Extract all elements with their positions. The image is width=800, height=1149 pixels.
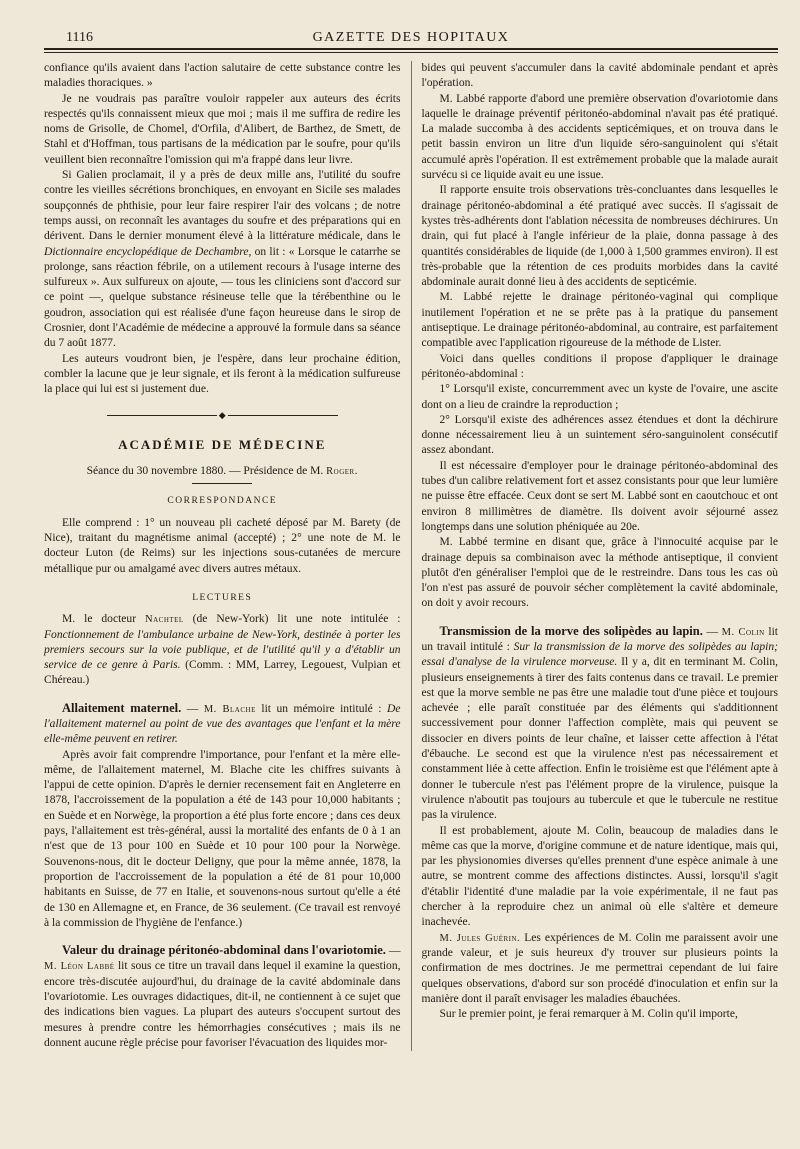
paragraph: bides qui peuvent s'accumuler dans la cavité abdominale pendant et après l'opération. <box>421 62 778 90</box>
article-heading: Allaitement maternel. <box>62 700 182 715</box>
paragraph: M. Labbé rejette le drainage péritonéo-vaginal qui complique inutilement l'opération et ne se prête pas à la pratique du pansement antiseptique. Le drainage péritonéo-abdominal, au contraire, est parfaitement compatible avec l'application rigoureuse de la méthode de Lister. <box>421 291 778 350</box>
paragraph: Sur le premier point, je ferai remarquer à M. Colin qu'il importe, <box>439 1008 738 1021</box>
page-number: 1116 <box>66 30 93 45</box>
paragraph: Il est nécessaire d'employer pour le drainage péritonéo-abdominal des tubes d'un calibre relativement fort et assez consistants pour que leur lumière ne puisse être effacée. Ceux dont se sert M. Labbé sont en caoutchouc et ont environ 8 millimètres de diamètre. Ils doivent avoir séjourné assez longtemps dans une solution phéniquée au 20e. <box>421 459 778 533</box>
article-heading: Transmission de la morve des solipèdes au lapin. <box>439 623 703 638</box>
article-morve: Transmission de la morve des solipèdes au lapin. — M. Colin lit un travail intitulé : Sur la transmission de la morve des solipèdes au lapin; essai d'analyse de la virulence morveuse. Il y a, dit en terminant M. Colin, plusieurs enseignements à tirer des faits contenus dans ce travail. Le premier est que la morve semble ne pas être une maladie tout d'une pièce et toujours achevée ; elle paraît constituée par des éléments qui s'additionnent successivement pour donner l'affection complète, mais qui peuvent se dissocier en divers points de leur chaîne, et laisser cette affection à l'état d'ébauche. Le second est que la virulence n'est pas nécessairement et constamment liée à cette affection. Enfin le troisième est que l'élément apte à donner le tubercule n'est pas l'élément propre de la virulence, puisque la virulence n'aboutit pas toujours au tubercule et que le tubercule ne restitue pas la virulence. <box>421 623 779 822</box>
paragraph: M. Jules Guérin. Les expériences de M. Colin me paraissent avoir une grande valeur, et je suis heureux d'y trouver sur plusieurs points la confirmation de mes doctrines. Je me permettrai cependant de lui faire quelques observations, d'abord sur son procédé d'inoculation et enfin sur la manière dont il paraît envisager les maladies ébauchées. <box>421 931 778 1005</box>
short-rule <box>192 483 252 484</box>
left-column <box>44 61 411 1051</box>
paragraph: Si Galien proclamait, il y a près de deux mille ans, l'utilité du soufre contre les vieilles sécrétions bronchiques, en envoyant en Sicile ses malades soupçonnés de phthisie, pour leur faire respirer l'air des volcans ; de notre temps aussi, on reconnaît les avantages du soufre et des préparations qui en dérivent. Dans le dernier monument élevé à la littérature médicale, dans le Dictionnaire encyclopédique de Dechambre, on lit : « Lorsque le catarrhe se prolonge, sans réaction fébrile, on a utilement recours à l'usage interne des sulfureux ». Aux sulfureux on ajoute, — tous les cliniciens sont d'accord sur ce point —, quelque substance résineuse telle que la térébenthine ou le goudron, association qui est réalisée d'une façon heureuse dans le sirop de Crosnier, dont l'Académie de médecine a approuvé la formule dans sa séance du 7 août 1877. <box>44 169 401 350</box>
journal-title: GAZETTE DES HOPITAUX <box>312 30 510 45</box>
paragraph: Il est probablement, ajoute M. Colin, beaucoup de maladies dans le même cas que la morve, d'origine commune et de nature identique, mais qui, par les physionomies diverses qu'elles prennent d'une espèce animale à une autre, se montrent comme des affections distinctes. Aussi, lorsqu'il s'agit d'établir l'identité d'une maladie par la voie expérimentale, il ne faut pas chercher à la reproduire chez un animal où elle s'altère et demeure inachevée. <box>421 824 778 929</box>
page-header <box>44 26 778 50</box>
right-column <box>411 61 779 1051</box>
subheading-correspondance: CORRESPONDANCE <box>167 496 278 507</box>
article-heading: Valeur du drainage péritonéo-abdominal dans l'ovariotomie. <box>62 943 386 958</box>
session-line: Séance du 30 novembre 1880. — Présidence de M. Roger. <box>86 465 358 478</box>
paragraph: confiance qu'ils avaient dans l'action salutaire de cette substance contre les maladies thoraciques. » <box>44 62 401 90</box>
section-title: ACADÉMIE DE MÉDECINE <box>118 436 327 452</box>
paragraph: Voici dans quelles conditions il propose d'appliquer le drainage péritonéo-abdominal : <box>421 352 778 380</box>
paragraph: M. Labbé termine en disant que, grâce à l'innocuité acquise par le drainage depuis sa combinaison avec la méthode antiseptique, il convient plutôt d'en généraliser l'emploi que de le restreindre. Dans tous les cas où l'on n'est pas assuré de pouvoir sécher complètement la cavité abdominale, on doit y avoir recours. <box>421 536 778 610</box>
paragraph: 2° Lorsqu'il existe des adhérences assez étendues et dont la déchirure donne nécessairement lieu à un suintement séro-sanguinolent consécutif assez abondant. <box>421 413 778 457</box>
article-drainage: Valeur du drainage péritonéo-abdominal dans l'ovariotomie. — M. Léon Labbé lit sous ce titre un travail dans lequel il examine la question, encore très-discutée aujourd'hui, du drainage de la cavité abdominale dans l'ovariotomie. Les ouvrages didactiques, dit-il, ne contiennent à ce sujet que des indications bien vagues. La plupart des auteurs s'occupent surtout des mesures à prendre contre les hémorrhagies consécutives ; mais ils ne donnent aucune règle précise pour favoriser l'évacuation des liquides mor- <box>44 943 401 1049</box>
paragraph: Il rapporte ensuite trois observations très-concluantes dans lesquelles le drainage péritonéo-abdominal a été pratiqué avec succès. Il s'agissait de kystes très-adhérents dont l'ablation nécessita de nombreuses déchirures. Un drain, qui fut placé à l'angle inférieur de la plaie, donna passage à des quantités considérables de liquide (de 1,000 à 1,500 grammes environ). Il est très-probable que la rétention de ces produits morbides dans la cavité abdominale aurait donné lieu à des accidents de septicémie. <box>421 184 778 289</box>
header-rule <box>44 52 778 53</box>
paragraph: 1° Lorsqu'il existe, concurremment avec un kyste de l'ovaire, une ascite dont on a lieu de craindre la reproduction ; <box>421 383 778 411</box>
paragraph: Les auteurs voudront bien, je l'espère, dans leur prochaine édition, combler la lacune que je leur signale, et ils feront à la médication sulfureuse la place qui lui est si justement due. <box>44 352 401 396</box>
dictionary-title: Dictionnaire encyclopédique de Dechambre, <box>44 245 252 258</box>
paragraph: Après avoir fait comprendre l'importance, pour l'enfant et la mère elle-même, de l'allaitement maternel, M. Blache cite les chiffres suivants à l'appui de cette opinion. D'après le dernier recensement fait en Angleterre en 1878, l'accroissement de la population a été de 143 pour 10,000 habitants ; en Suède et en Norwège, la proportion a été plus forte encore ; dans ces deux pays, l'allaitement est très-général, aussi la mortalité des enfants de 0 à 1 an n'est que de 13 pour 100 en Suède et 10 pour 100 pour la Norwège. Souvenons-nous, dit le docteur Deligny, que pour la même année, 1878, la proportion de l'accroissement de la population a été de 81 pour 10,000 habitants en Suisse, de 77 en Italie, et souvenons-nous surtout qu'elle a été de 130 en Allemagne et, en France, de 36 seulement. (Ce travail est renvoyé à la commission de l'hygiène de l'enfance.) <box>44 748 401 929</box>
paragraph: Elle comprend : 1° un nouveau pli cacheté déposé par M. Barety (de Nice), traitant du magnétisme animal (accepté) ; 2° une note de M. le docteur Luton (de Reims) sur les injections sous-cutanées de mercure métallique pur ou amalgamé avec divers autres métaux. <box>44 516 401 575</box>
paragraph: M. le docteur Nachtel (de New-York) lit une note intitulée : Fonctionnement de l'ambulance urbaine de New-York, destinée à porter les premiers secours sur la voie publique, et de l'utilité qu'il y a d'établir un service de ce genre à Paris. (Comm. : MM, Larrey, Legouest, Vulpian et Chéreau.) <box>44 613 401 687</box>
subheading-lectures: LECTURES <box>192 592 253 603</box>
article-allaitement: Allaitement maternel. — M. Blache lit un mémoire intitulé : De l'allaitement maternel au point de vue des avantages que l'enfant et la mère elle-même peuvent en retirer. <box>44 700 401 746</box>
two-column-body <box>44 61 778 1051</box>
paragraph: Je ne voudrais pas paraître vouloir rappeler aux auteurs des écrits respectés qu'ils connaissent mieux que moi ; mais il me suffira de redire les noms de Grisolle, de Chomel, d'Orfila, d'Alibert, de Barthez, de Smett, de Stahl et d'Hoffman, tous partisans de la médication par le soufre, pour qu'ils veuillent bien reconnaître l'omission qui m'a frappé dans leur livre. <box>44 92 401 166</box>
paragraph: M. Labbé rapporte d'abord une première observation d'ovariotomie dans laquelle le drainage préventif péritonéo-abdominal n'avait pas été pratiqué. La malade succomba à des accidents septicémiques, et on trouva dans le petit bassin environ un litre d'un liquide séro-sanguinolent qui s'était accumulé après l'opération. Il est extrêmement probable que la malade aurait survécu si ce liquide avait eu une issue. <box>421 92 778 182</box>
ornament-divider: ◆ <box>44 408 401 423</box>
